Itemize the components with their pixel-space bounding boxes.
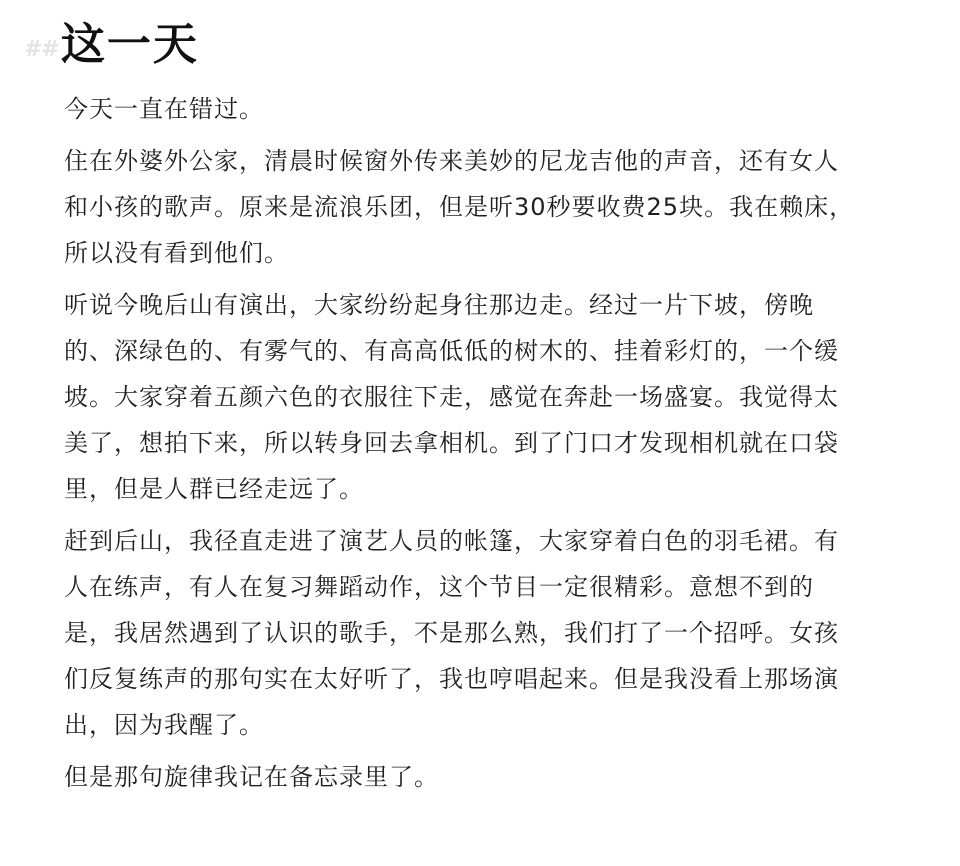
text-line: 坡。大家穿着五颜六色的衣服往下走，感觉在奔赴一场盛宴。我觉得太 (64, 383, 839, 411)
text-line: 今天一直在错过。 (64, 95, 264, 123)
text-line: 住在外婆外公家，清晨时候窗外传来美妙的尼龙吉他的声音，还有女人 (64, 147, 839, 175)
text-line: 但是那句旋律我记在备忘录里了。 (64, 763, 439, 791)
paragraph[interactable] (64, 754, 904, 800)
heading-row (24, 14, 199, 76)
text-line: 出，因为我醒了。 (64, 711, 264, 739)
text-line: 里，但是人群已经走远了。 (64, 475, 364, 503)
text-line: 人在练声，有人在复习舞蹈动作，这个节目一定很精彩。意想不到的 (64, 573, 814, 601)
text-line: 的、深绿色的、有雾气的、有高高低低的树木的、挂着彩灯的，一个缓 (64, 337, 839, 365)
text-line: 赶到后山，我径直走进了演艺人员的帐篷，大家穿着白色的羽毛裙。有 (64, 527, 839, 555)
text-line: 所以没有看到他们。 (64, 239, 289, 267)
heading-level-marker: ## (24, 36, 59, 62)
document-title[interactable]: 这一天 (60, 19, 199, 70)
text-line: 和小孩的歌声。原来是流浪乐团，但是听30秒要收费25块。我在赖床， (64, 193, 855, 221)
paragraph[interactable] (64, 518, 904, 748)
text-line: 是，我居然遇到了认识的歌手，不是那么熟，我们打了一个招呼。女孩 (64, 619, 839, 647)
paragraph[interactable] (64, 86, 904, 132)
paragraph[interactable] (64, 138, 904, 276)
text-line: 听说今晚后山有演出，大家纷纷起身往那边走。经过一片下坡，傍晚 (64, 291, 814, 319)
text-line: 美了，想拍下来，所以转身回去拿相机。到了门口才发现相机就在口袋 (64, 429, 839, 457)
text-line: 们反复练声的那句实在太好听了，我也哼唱起来。但是我没看上那场演 (64, 665, 839, 693)
paragraph[interactable] (64, 282, 904, 512)
document-body (64, 86, 904, 806)
